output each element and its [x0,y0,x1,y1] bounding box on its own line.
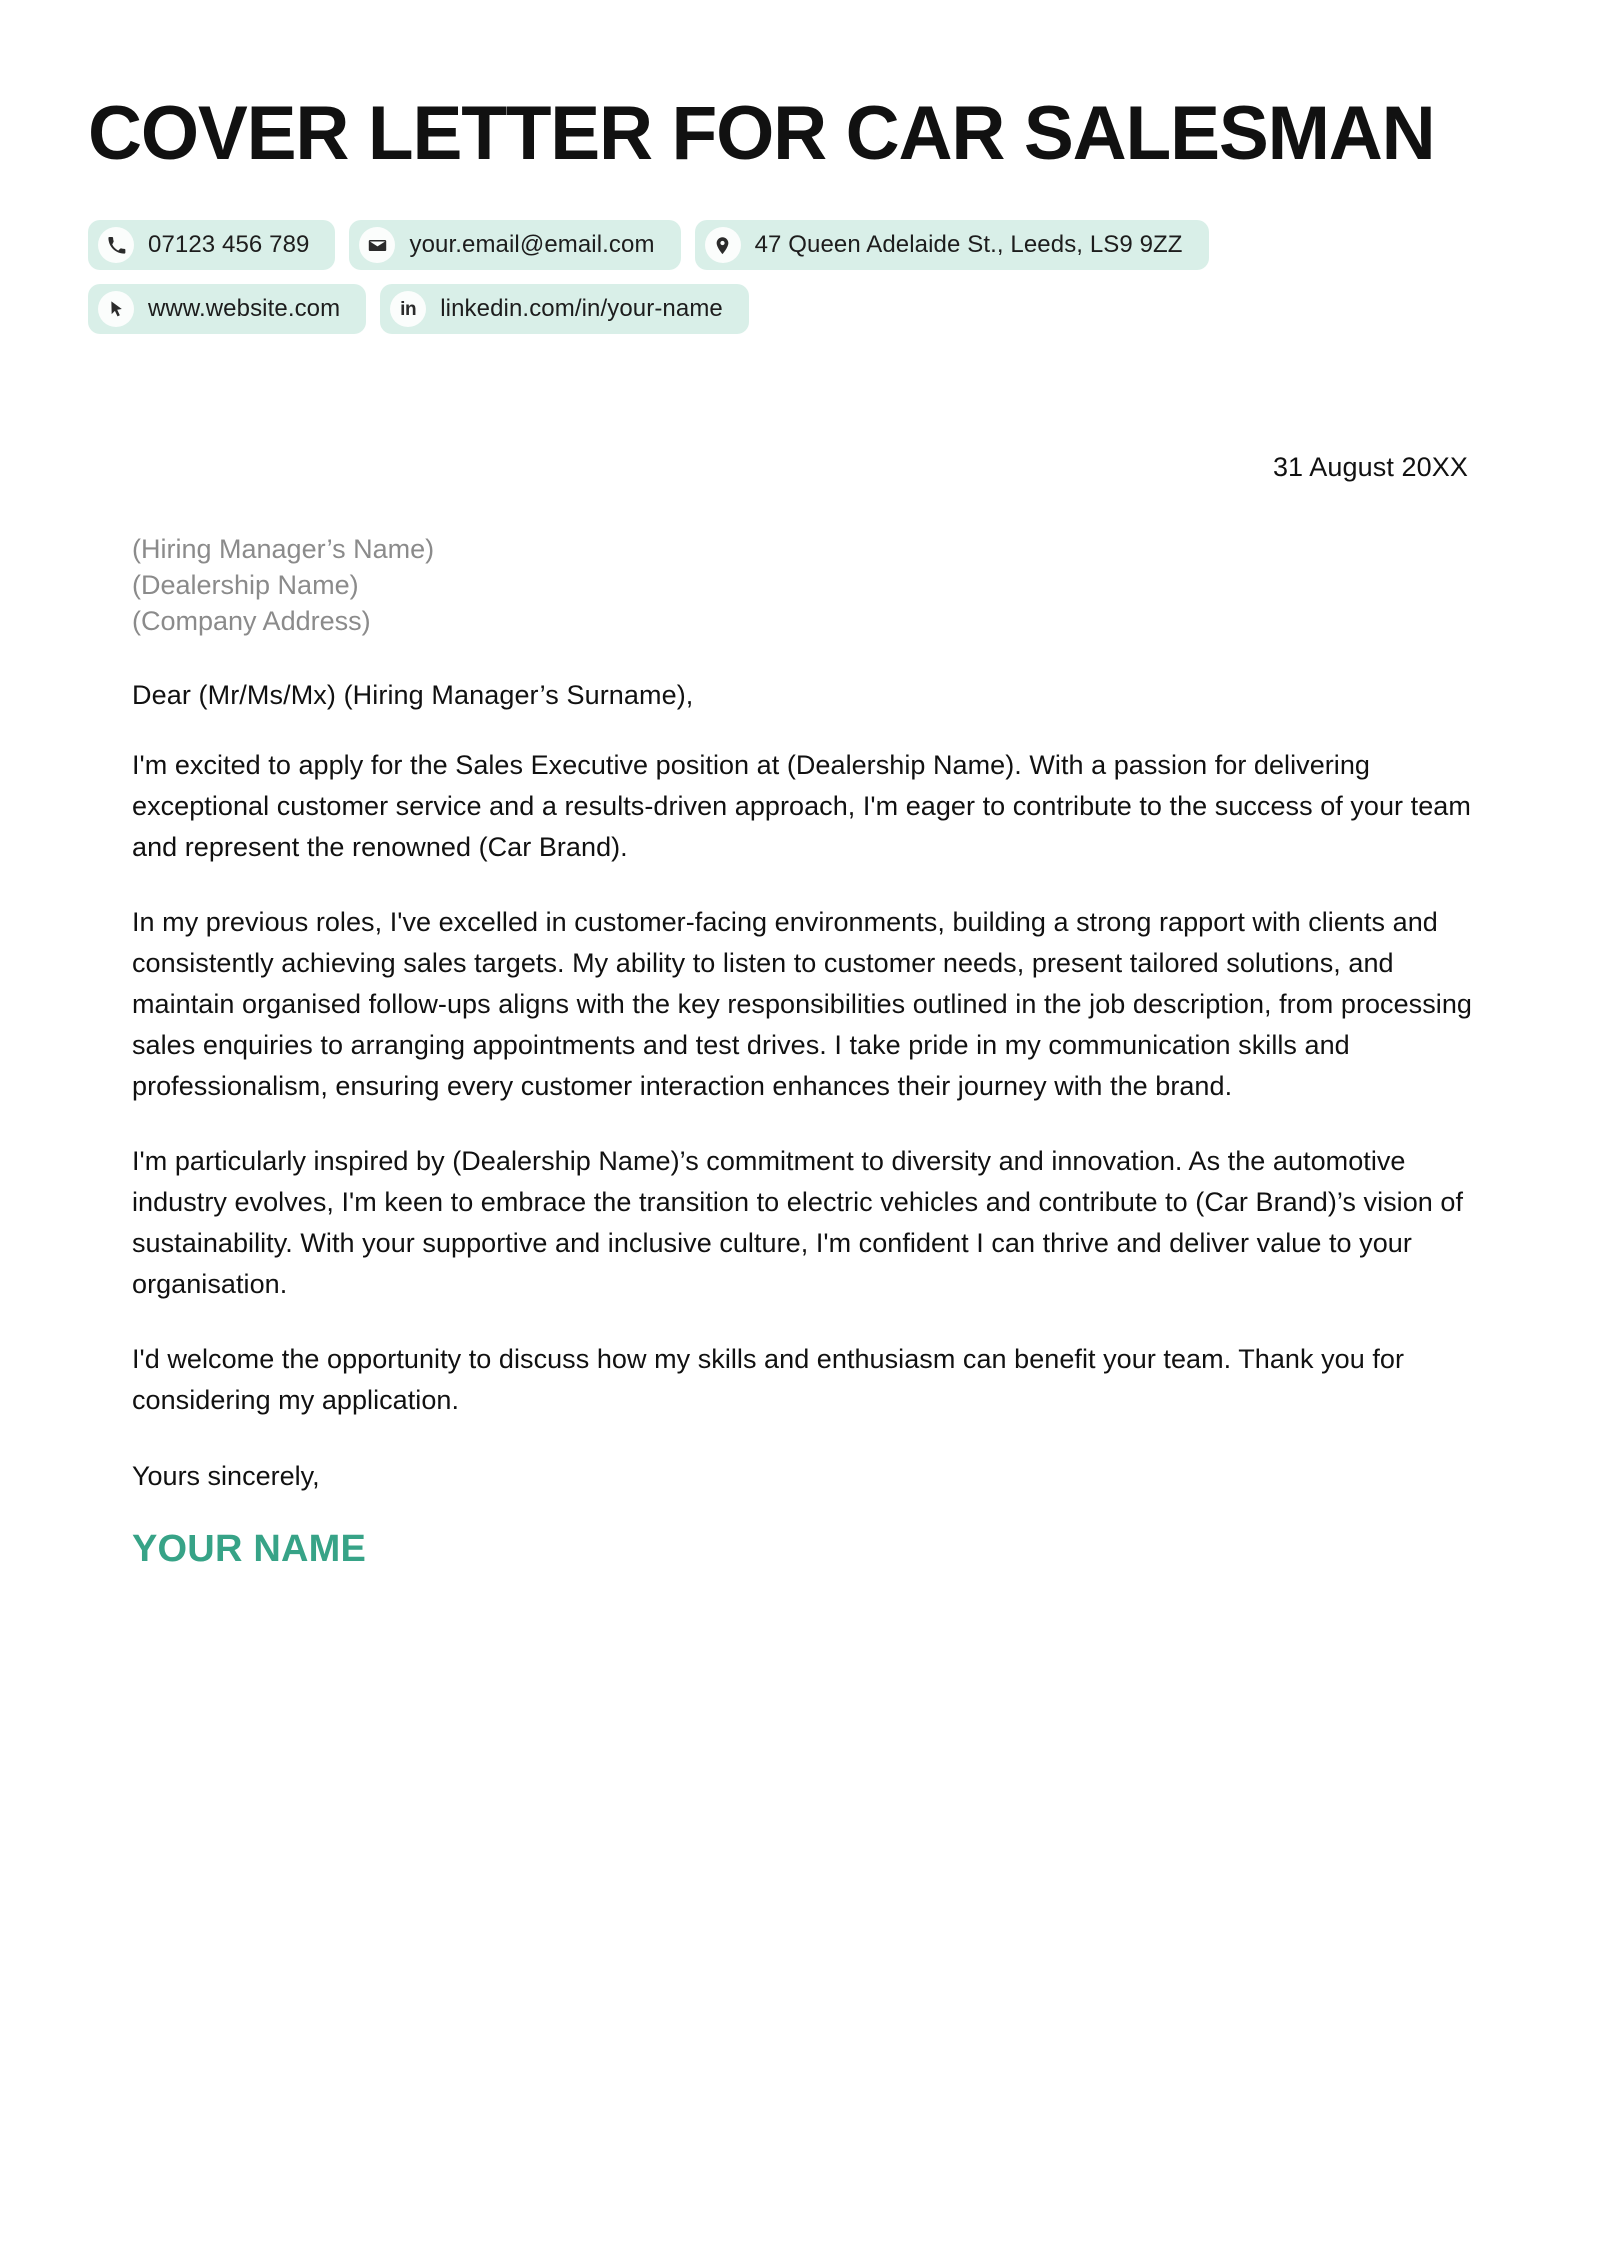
contact-badge-phone[interactable] [88,220,335,270]
linkedin-icon [390,291,426,327]
letter-header [0,0,1600,334]
closing-line: Yours sincerely, [132,1461,320,1492]
phone-icon [98,227,134,263]
recipient-line-name: (Hiring Manager’s Name) [132,534,435,564]
contact-linkedin-value: linkedin.com/in/your-name [440,295,723,322]
contact-badge-address[interactable] [695,220,1209,270]
contact-badge-linkedin[interactable] [380,284,749,334]
letter-date: 31 August 20XX [1272,452,1468,482]
body-paragraph-3: I'm particularly inspired by (Dealership Name)’s commitment to diversity and innovation. As the automotive industry evolves, I'm keen to embrace the transition to electric vehicles and contribute to (Car Brand)’s vision of sustainability. With your supportive and inclusive culture, I'm confident I can thrive and deliver value to your organisation. [132,1146,1464,1300]
contact-email-value: your.email@email.com [409,231,655,258]
contact-row-secondary [88,284,1476,334]
signature-name: YOUR NAME [132,1528,367,1571]
contact-phone-value: 07123 456 789 [148,231,310,258]
body-paragraph-1: I'm excited to apply for the Sales Executive position at (Dealership Name). With a passion for delivering exceptional customer service and a results-driven approach, I'm eager to contribute to the success of your team and represent the renowned (Car Brand). [132,749,1471,862]
recipient-block [132,533,1476,638]
contact-website-value: www.website.com [148,295,341,322]
salutation: Dear (Mr/Ms/Mx) (Hiring Manager’s Surname), [132,679,694,710]
cursor-pointer-icon [98,291,134,327]
body-paragraph-2: In my previous roles, I've excelled in customer-facing environments, building a strong rapport with clients and consistently achieving sales targets. My ability to listen to customer needs, present tailored solutions, and maintain organised follow-ups aligns with the key responsibilities outlined in the job description, from processing sales enquiries to arranging appointments and test drives. I take pride in my communication skills and professionalism, ensuring every customer interaction enhances their journey with the brand. [132,906,1472,1102]
body-paragraph-4: I'd welcome the opportunity to discuss how my skills and enthusiasm can benefit your team. Thank you for considering my application. [132,1344,1404,1416]
contact-badge-website[interactable] [88,284,366,334]
contact-address-value: 47 Queen Adelaide St., Leeds, LS9 9ZZ [754,231,1183,258]
letter-body [0,452,1600,1571]
contact-badge-email[interactable] [349,220,680,270]
page-title: COVER LETTER FOR CAR SALESMAN [88,91,1435,176]
contact-row-primary [88,220,1476,270]
envelope-icon [359,227,395,263]
contact-details [88,220,1476,334]
location-pin-icon [705,227,741,263]
linkedin-glyph: in [400,298,417,320]
recipient-line-company: (Dealership Name) [132,569,359,600]
recipient-line-address: (Company Address) [132,605,371,636]
